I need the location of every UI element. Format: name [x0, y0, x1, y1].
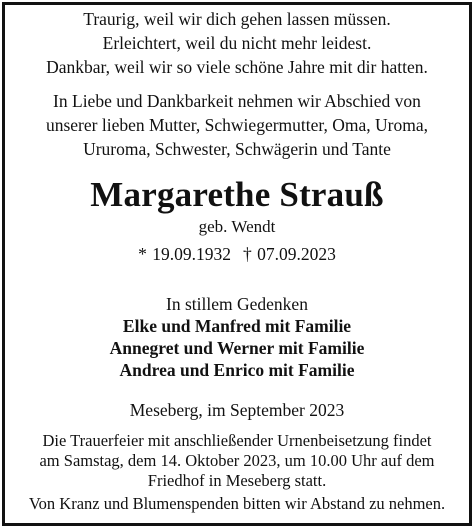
- farewell-line: In Liebe und Dankbarkeit nehmen wir Abschied von: [53, 91, 421, 111]
- funeral-line: Die Trauerfeier mit anschließender Urnenbeisetzung findet: [42, 431, 432, 450]
- flower-request: Von Kranz und Blumenspenden bitten wir Abstand zu nehmen.: [28, 494, 446, 513]
- obituary-notice: [2, 2, 472, 526]
- poem-line: Traurig, weil wir dich gehen lassen müssen.: [83, 9, 391, 29]
- mourners: [5, 293, 469, 381]
- farewell-line: unserer lieben Mutter, Schwiegermutter, Oma, Uroma,: [45, 115, 429, 135]
- funeral-line: Friedhof in Meseberg statt.: [147, 471, 327, 490]
- family-line: Andrea und Enrico mit Familie: [119, 360, 355, 380]
- farewell-line: Ururoma, Schwester, Schwägerin und Tante: [83, 139, 391, 159]
- memory-intro: In stillem Gedenken: [166, 294, 308, 314]
- life-dates: [5, 243, 469, 265]
- poem: [5, 7, 469, 79]
- family-line: Elke und Manfred mit Familie: [122, 316, 352, 336]
- funeral-details: [5, 431, 469, 491]
- deceased-name: Margarethe Strauß: [90, 175, 384, 214]
- funeral-line: am Samstag, dem 14. Oktober 2023, um 10.00 Uhr auf dem: [39, 451, 435, 470]
- place-and-date: Meseberg, im September 2023: [129, 400, 345, 420]
- birth-name: geb. Wendt: [198, 217, 276, 236]
- farewell-text: [5, 89, 469, 161]
- birth-date: * 19.09.1932: [138, 244, 231, 264]
- poem-line: Dankbar, weil wir so viele schöne Jahre mit dir hatten.: [46, 57, 428, 77]
- family-line: Annegret und Werner mit Familie: [109, 338, 365, 358]
- death-date: † 07.09.2023: [243, 244, 336, 264]
- poem-line: Erleichtert, weil du nicht mehr leidest.: [102, 33, 372, 53]
